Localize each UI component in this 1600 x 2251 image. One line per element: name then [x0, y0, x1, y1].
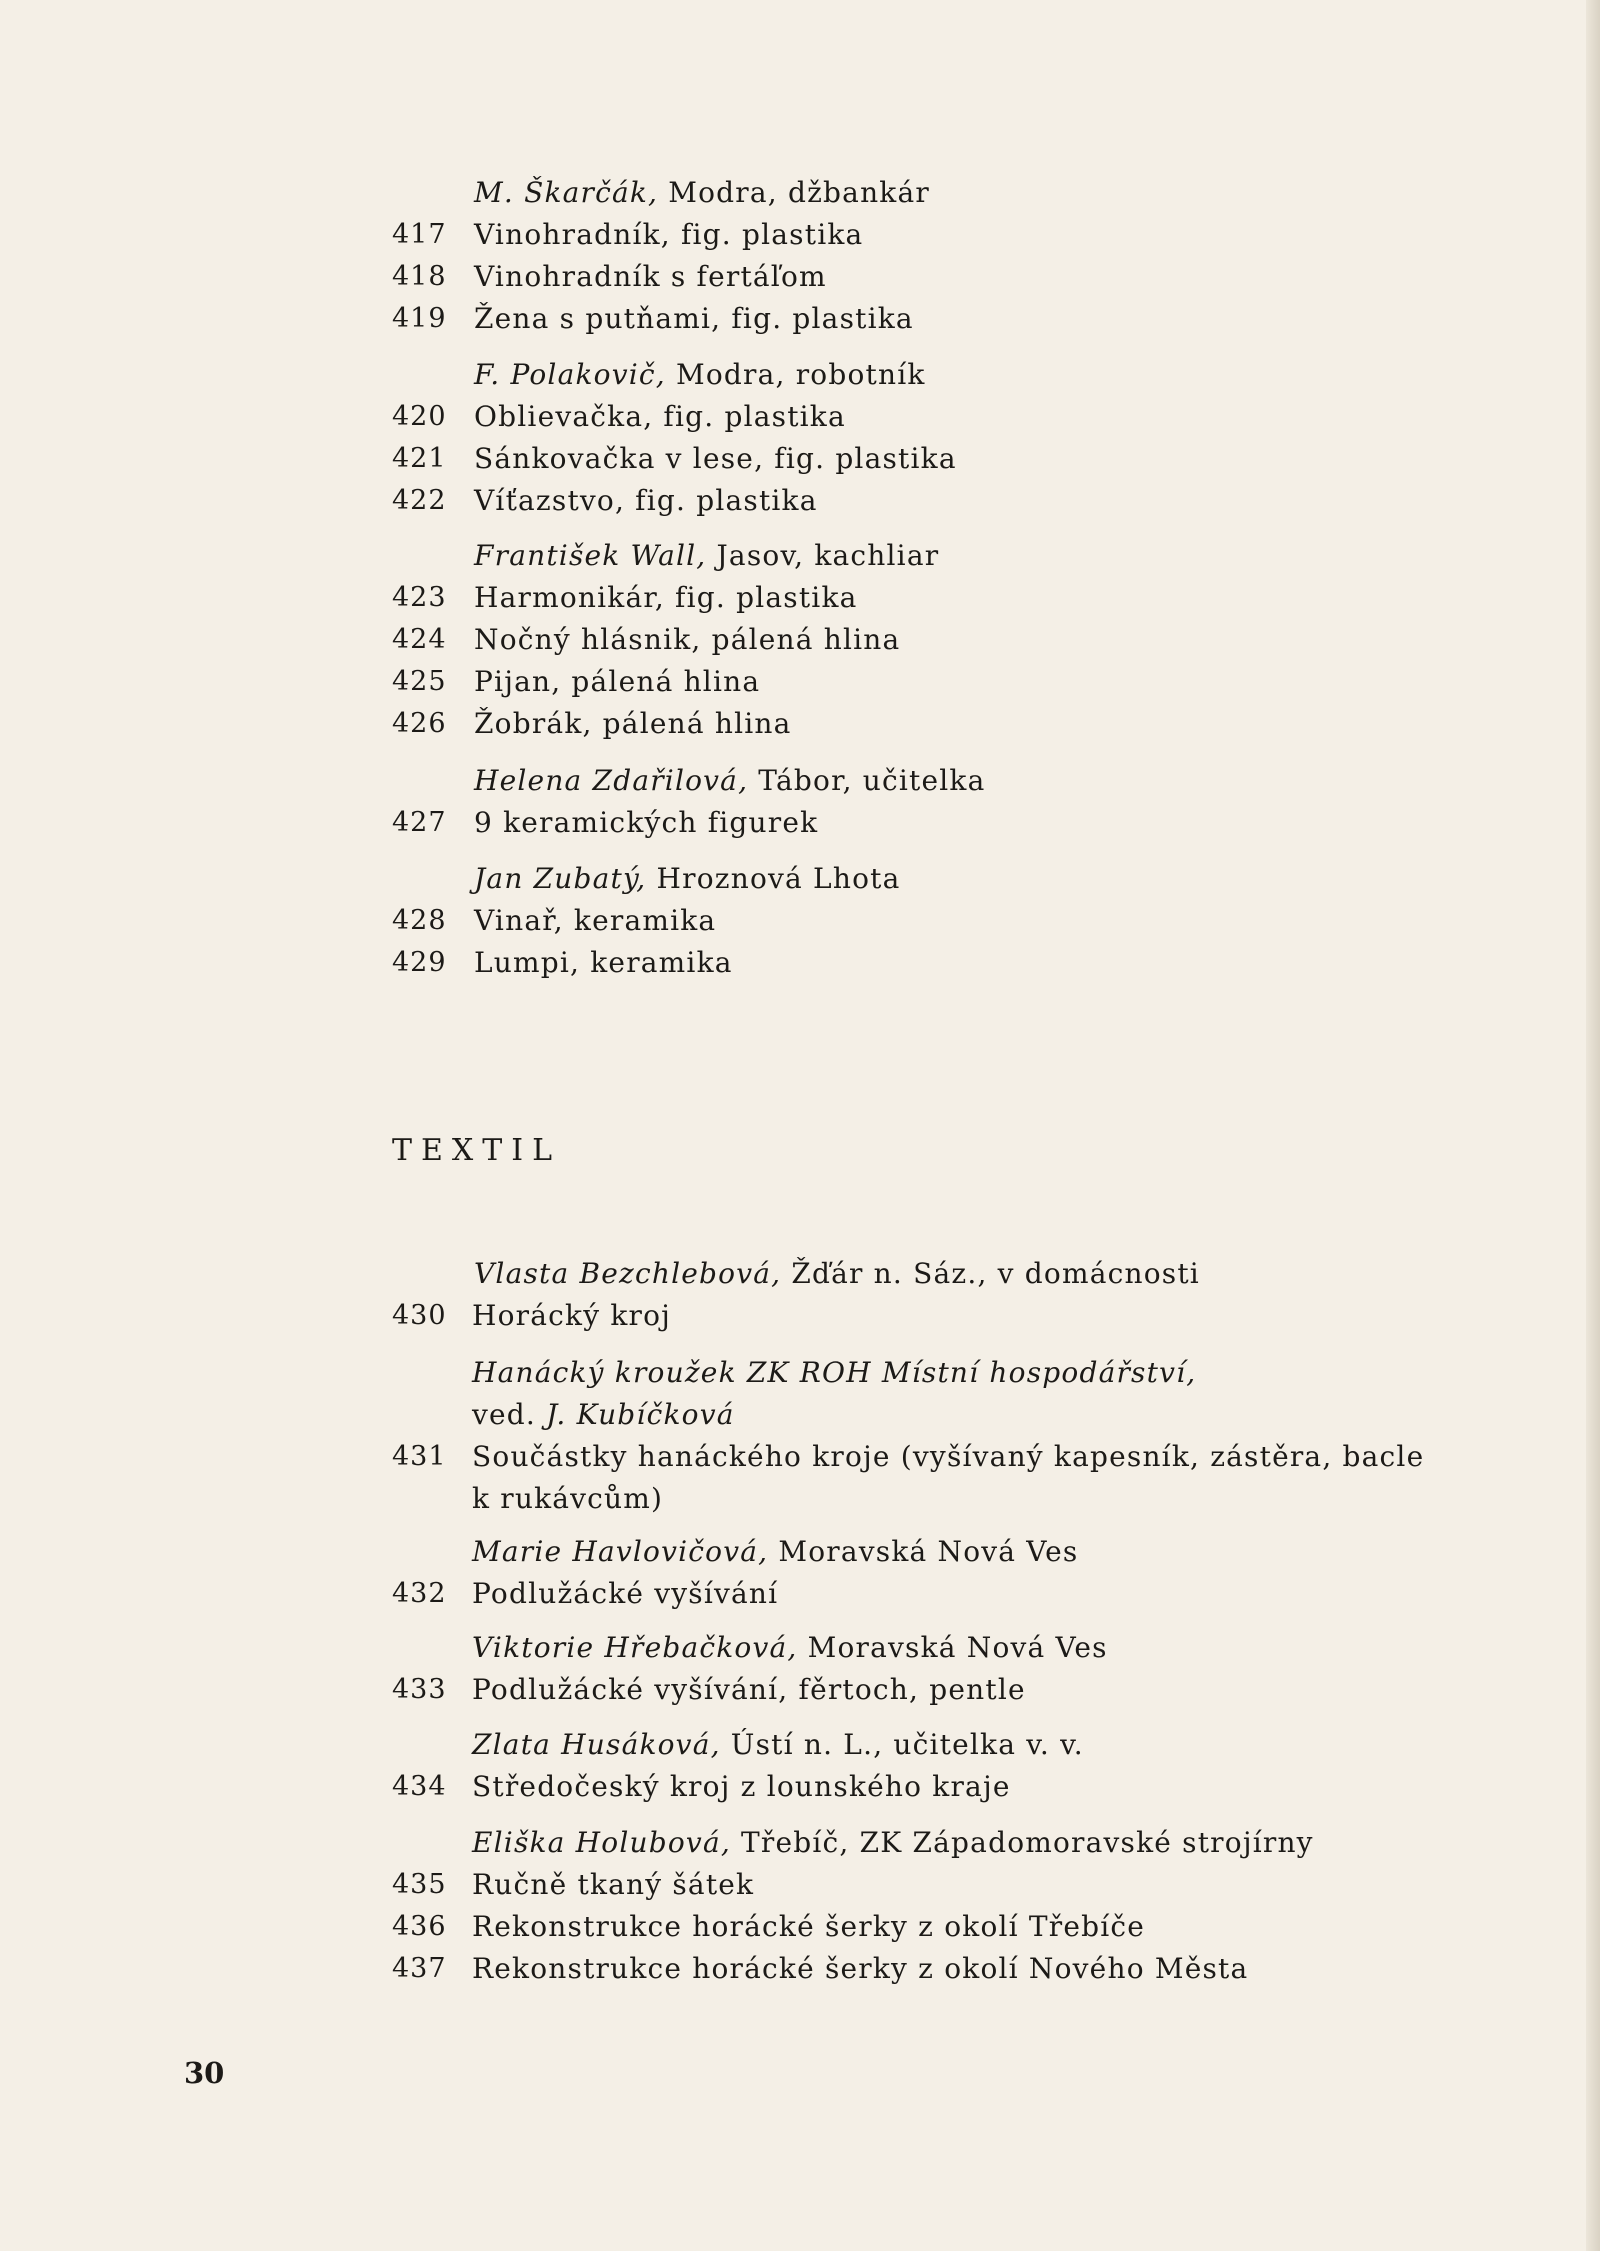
catalog-entry — [0, 661, 1600, 703]
artist-name: Helena Zdařilová, — [474, 764, 749, 797]
entry-number: 423 — [392, 582, 447, 613]
artist-name: F. Polakovič, — [474, 358, 666, 391]
artist-info: Jasov, kachliar — [706, 539, 940, 572]
artist-name: Hanácký kroužek ZK ROH Místní hospodářství, — [472, 1356, 1197, 1389]
entry-text: Lumpi, keramika — [474, 946, 733, 979]
artist-info: Modra, džbankár — [658, 176, 930, 209]
artist-name: Marie Havlovičová, — [472, 1535, 769, 1568]
catalog-entry — [0, 619, 1600, 661]
artist-line — [0, 1253, 1600, 1295]
entry-number: 424 — [392, 624, 447, 655]
catalog-entry — [0, 298, 1600, 340]
entry-number: 429 — [392, 947, 447, 978]
entry-number: 419 — [392, 303, 447, 334]
entry-text: Oblievačka, fig. plastika — [474, 400, 846, 433]
entry-text: Součástky hanáckého kroje (vyšívaný kapesník, zástěra, bacle — [472, 1440, 1425, 1473]
artist-name: Zlata Husáková, — [472, 1728, 721, 1761]
entry-number: 434 — [392, 1771, 447, 1802]
artist-info: Moravská Nová Ves — [797, 1631, 1108, 1664]
entry-number: 435 — [392, 1869, 447, 1900]
artist-line — [0, 1531, 1600, 1573]
section-title: TEXTIL — [392, 1133, 562, 1168]
artist-name: František Wall, — [474, 539, 707, 572]
artist-name: Eliška Holubová, — [472, 1826, 731, 1859]
artist-info: Tábor, učitelka — [748, 764, 986, 797]
entry-number: 437 — [392, 1953, 447, 1984]
catalog-entry — [0, 1766, 1600, 1808]
artist-line — [0, 1394, 1600, 1436]
entry-number: 418 — [392, 261, 447, 292]
catalog-entry — [0, 1669, 1600, 1711]
artist-name: Viktorie Hřebačková, — [472, 1631, 798, 1664]
artist-info: Moravská Nová Ves — [768, 1535, 1079, 1568]
entry-text: Rekonstrukce horácké šerky z okolí Třebíče — [472, 1910, 1146, 1943]
artist-info: Ústí n. L., učitelka v. v. — [720, 1728, 1084, 1761]
artist-line — [0, 354, 1600, 396]
catalog-entry-continuation — [0, 1478, 1600, 1520]
artist-line — [0, 535, 1600, 577]
catalog-entry — [0, 256, 1600, 298]
catalog-entry — [0, 1948, 1600, 1990]
artist-line — [0, 858, 1600, 900]
entry-text: Harmonikár, fig. plastika — [474, 581, 858, 614]
entry-number: 428 — [392, 905, 447, 936]
artist-prefix: ved. — [472, 1398, 547, 1431]
entry-text: Vinohradník s fertáľom — [474, 260, 827, 293]
catalog-entry — [0, 1906, 1600, 1948]
catalog-entry — [0, 214, 1600, 256]
artist-info: Modra, robotník — [665, 358, 926, 391]
catalog-entry — [0, 1436, 1600, 1478]
entry-text: Žena s putňami, fig. plastika — [474, 302, 914, 335]
entry-text: Vinohradník, fig. plastika — [474, 218, 864, 251]
entry-text: Víťazstvo, fig. plastika — [474, 484, 818, 517]
entry-number: 421 — [392, 443, 447, 474]
entry-text: Podlužácké vyšívání, fěrtoch, pentle — [472, 1673, 1026, 1706]
artist-line — [0, 1724, 1600, 1766]
entry-text: 9 keramických figurek — [474, 806, 819, 839]
entry-number: 422 — [392, 485, 447, 516]
entry-number: 420 — [392, 401, 447, 432]
catalog-entry — [0, 802, 1600, 844]
artist-line — [0, 1822, 1600, 1864]
entry-text: Rekonstrukce horácké šerky z okolí Nového Města — [472, 1952, 1249, 1985]
entry-text: Ručně tkaný šátek — [472, 1868, 755, 1901]
artist-line — [0, 1627, 1600, 1669]
entry-number: 433 — [392, 1674, 447, 1705]
entry-text: Vinař, keramika — [474, 904, 717, 937]
entry-text: k rukávcům) — [472, 1482, 664, 1515]
entry-number: 426 — [392, 708, 447, 739]
catalog-entry — [0, 942, 1600, 984]
entry-number: 430 — [392, 1300, 447, 1331]
catalog-entry — [0, 1295, 1600, 1337]
artist-info: Hroznová Lhota — [646, 862, 901, 895]
catalog-entry — [0, 577, 1600, 619]
entry-text: Sánkovačka v lese, fig. plastika — [474, 442, 957, 475]
artist-name: Vlasta Bezchlebová, — [474, 1257, 782, 1290]
artist-line — [0, 1352, 1600, 1394]
entry-number: 436 — [392, 1911, 447, 1942]
artist-name: Jan Zubatý, — [474, 862, 647, 895]
catalog-entry — [0, 396, 1600, 438]
artist-info: Třebíč, ZK Západomoravské strojírny — [730, 1826, 1314, 1859]
entry-number: 425 — [392, 666, 447, 697]
artist-name: M. Škarčák, — [474, 176, 659, 209]
catalog-entry — [0, 1573, 1600, 1615]
catalog-entry — [0, 703, 1600, 745]
catalog-entry — [0, 480, 1600, 522]
artist-name: J. Kubíčková — [546, 1398, 735, 1431]
catalog-entry — [0, 438, 1600, 480]
catalog-entry — [0, 900, 1600, 942]
entry-text: Nočný hlásnik, pálená hlina — [474, 623, 901, 656]
entry-text: Horácký kroj — [472, 1299, 672, 1332]
artist-line — [0, 172, 1600, 214]
entry-text: Pijan, pálená hlina — [474, 665, 761, 698]
artist-info: Žďár n. Sáz., v domácnosti — [781, 1257, 1200, 1290]
entry-text: Středočeský kroj z lounského kraje — [472, 1770, 1011, 1803]
page-number: 30 — [184, 2056, 225, 2090]
entry-number: 427 — [392, 807, 447, 838]
entry-number: 417 — [392, 219, 447, 250]
entry-text: Podlužácké vyšívání — [472, 1577, 779, 1610]
entry-number: 431 — [392, 1441, 447, 1472]
entry-number: 432 — [392, 1578, 447, 1609]
artist-line — [0, 760, 1600, 802]
catalog-entry — [0, 1864, 1600, 1906]
entry-text: Žobrák, pálená hlina — [474, 707, 792, 740]
